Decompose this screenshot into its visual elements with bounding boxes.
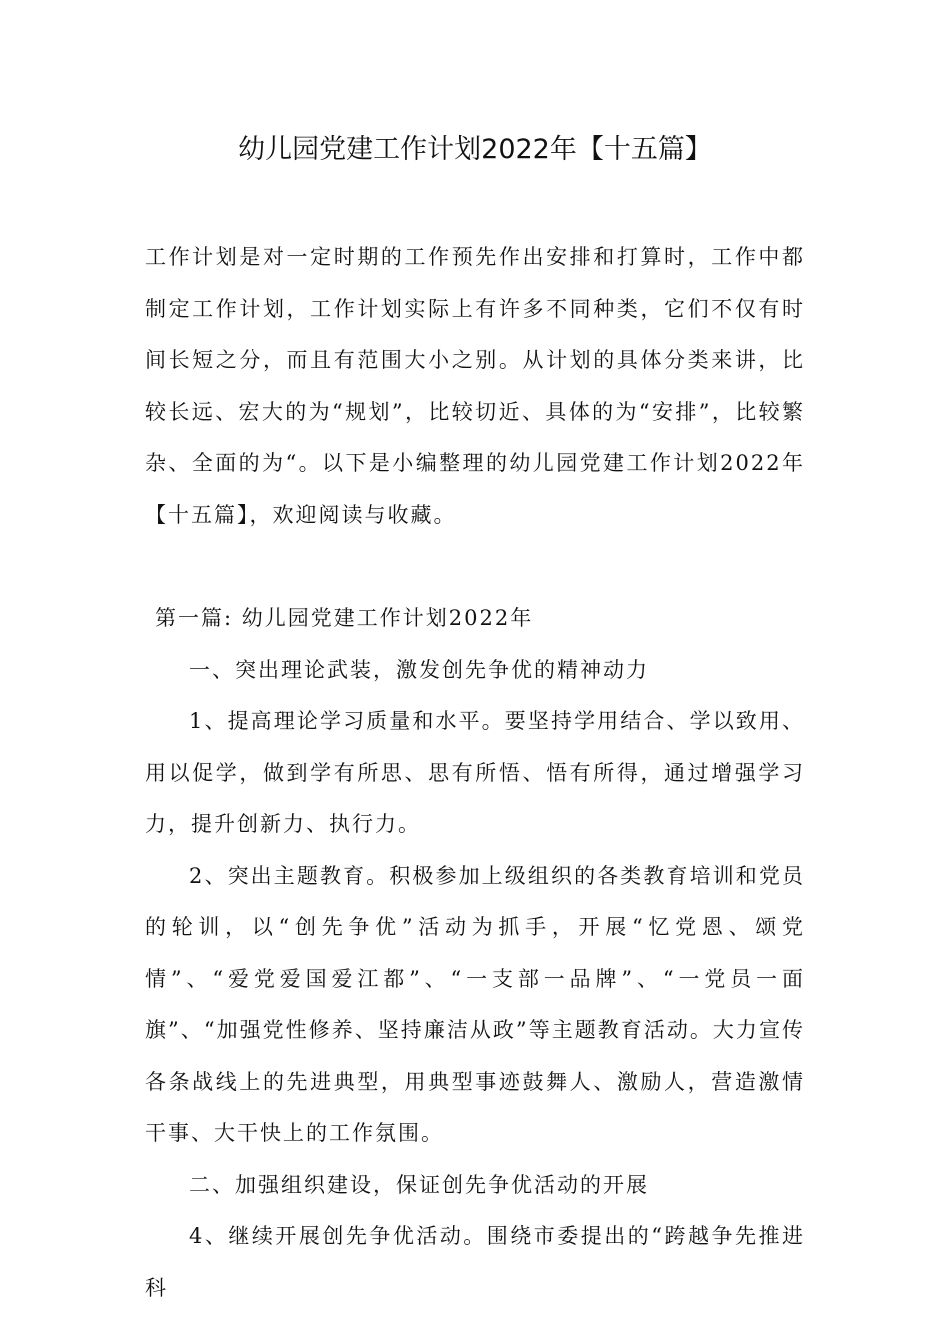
paragraph-spacer — [145, 541, 805, 593]
document-title: 幼儿园党建工作计划2022年【十五篇】 — [238, 134, 712, 165]
list-item-1: 1、提高理论学习质量和水平。要坚持学用结合、学以致用、用以促学，做到学有所思、思有所悟、悟有所得，通过增强学习力，提升创新力、执行力。 — [145, 709, 805, 836]
intro-paragraph: 工作计划是对一定时期的工作预先作出安排和打算时，工作中都制定工作计划，工作计划实际上有许多不同种类，它们不仅有时间长短之分，而且有范围大小之别。从计划的具体分类来讲，比较长远、宏大的为“规划”，比较切近、具体的为“安排”，比较繁杂、全面的为“。以下是小编整理的幼儿园党建工作计划2022年【十五篇】，欢迎阅读与收藏。 — [145, 245, 805, 527]
list-item-4: 4、继续开展创先争优活动。围绕市委提出的“跨越争先推进科 — [145, 1224, 805, 1300]
section-label: 第一篇: 幼儿园党建工作计划2022年 — [155, 606, 534, 630]
section-heading-2: 二、加强组织建设，保证创先争优活动的开展 — [189, 1172, 649, 1197]
section-heading-1: 一、突出理论武装，激发创先争优的精神动力 — [189, 657, 649, 682]
list-item-2: 2、突出主题教育。积极参加上级组织的各类教育培训和党员的轮训，以“创先争优”活动为抓手，开展“忆党恩、颂党情”、“爱党爱国爱江都”、“一支部一品牌”、“一党员一面旗”、“加强党性修养、坚持廉洁从政”等主题教育活动。大力宣传各条战线上的先进典型，用典型事迹鼓舞人、激励人，营造激情干事、大干快上的工作氛围。 — [145, 863, 805, 1145]
document-body — [145, 232, 805, 1314]
